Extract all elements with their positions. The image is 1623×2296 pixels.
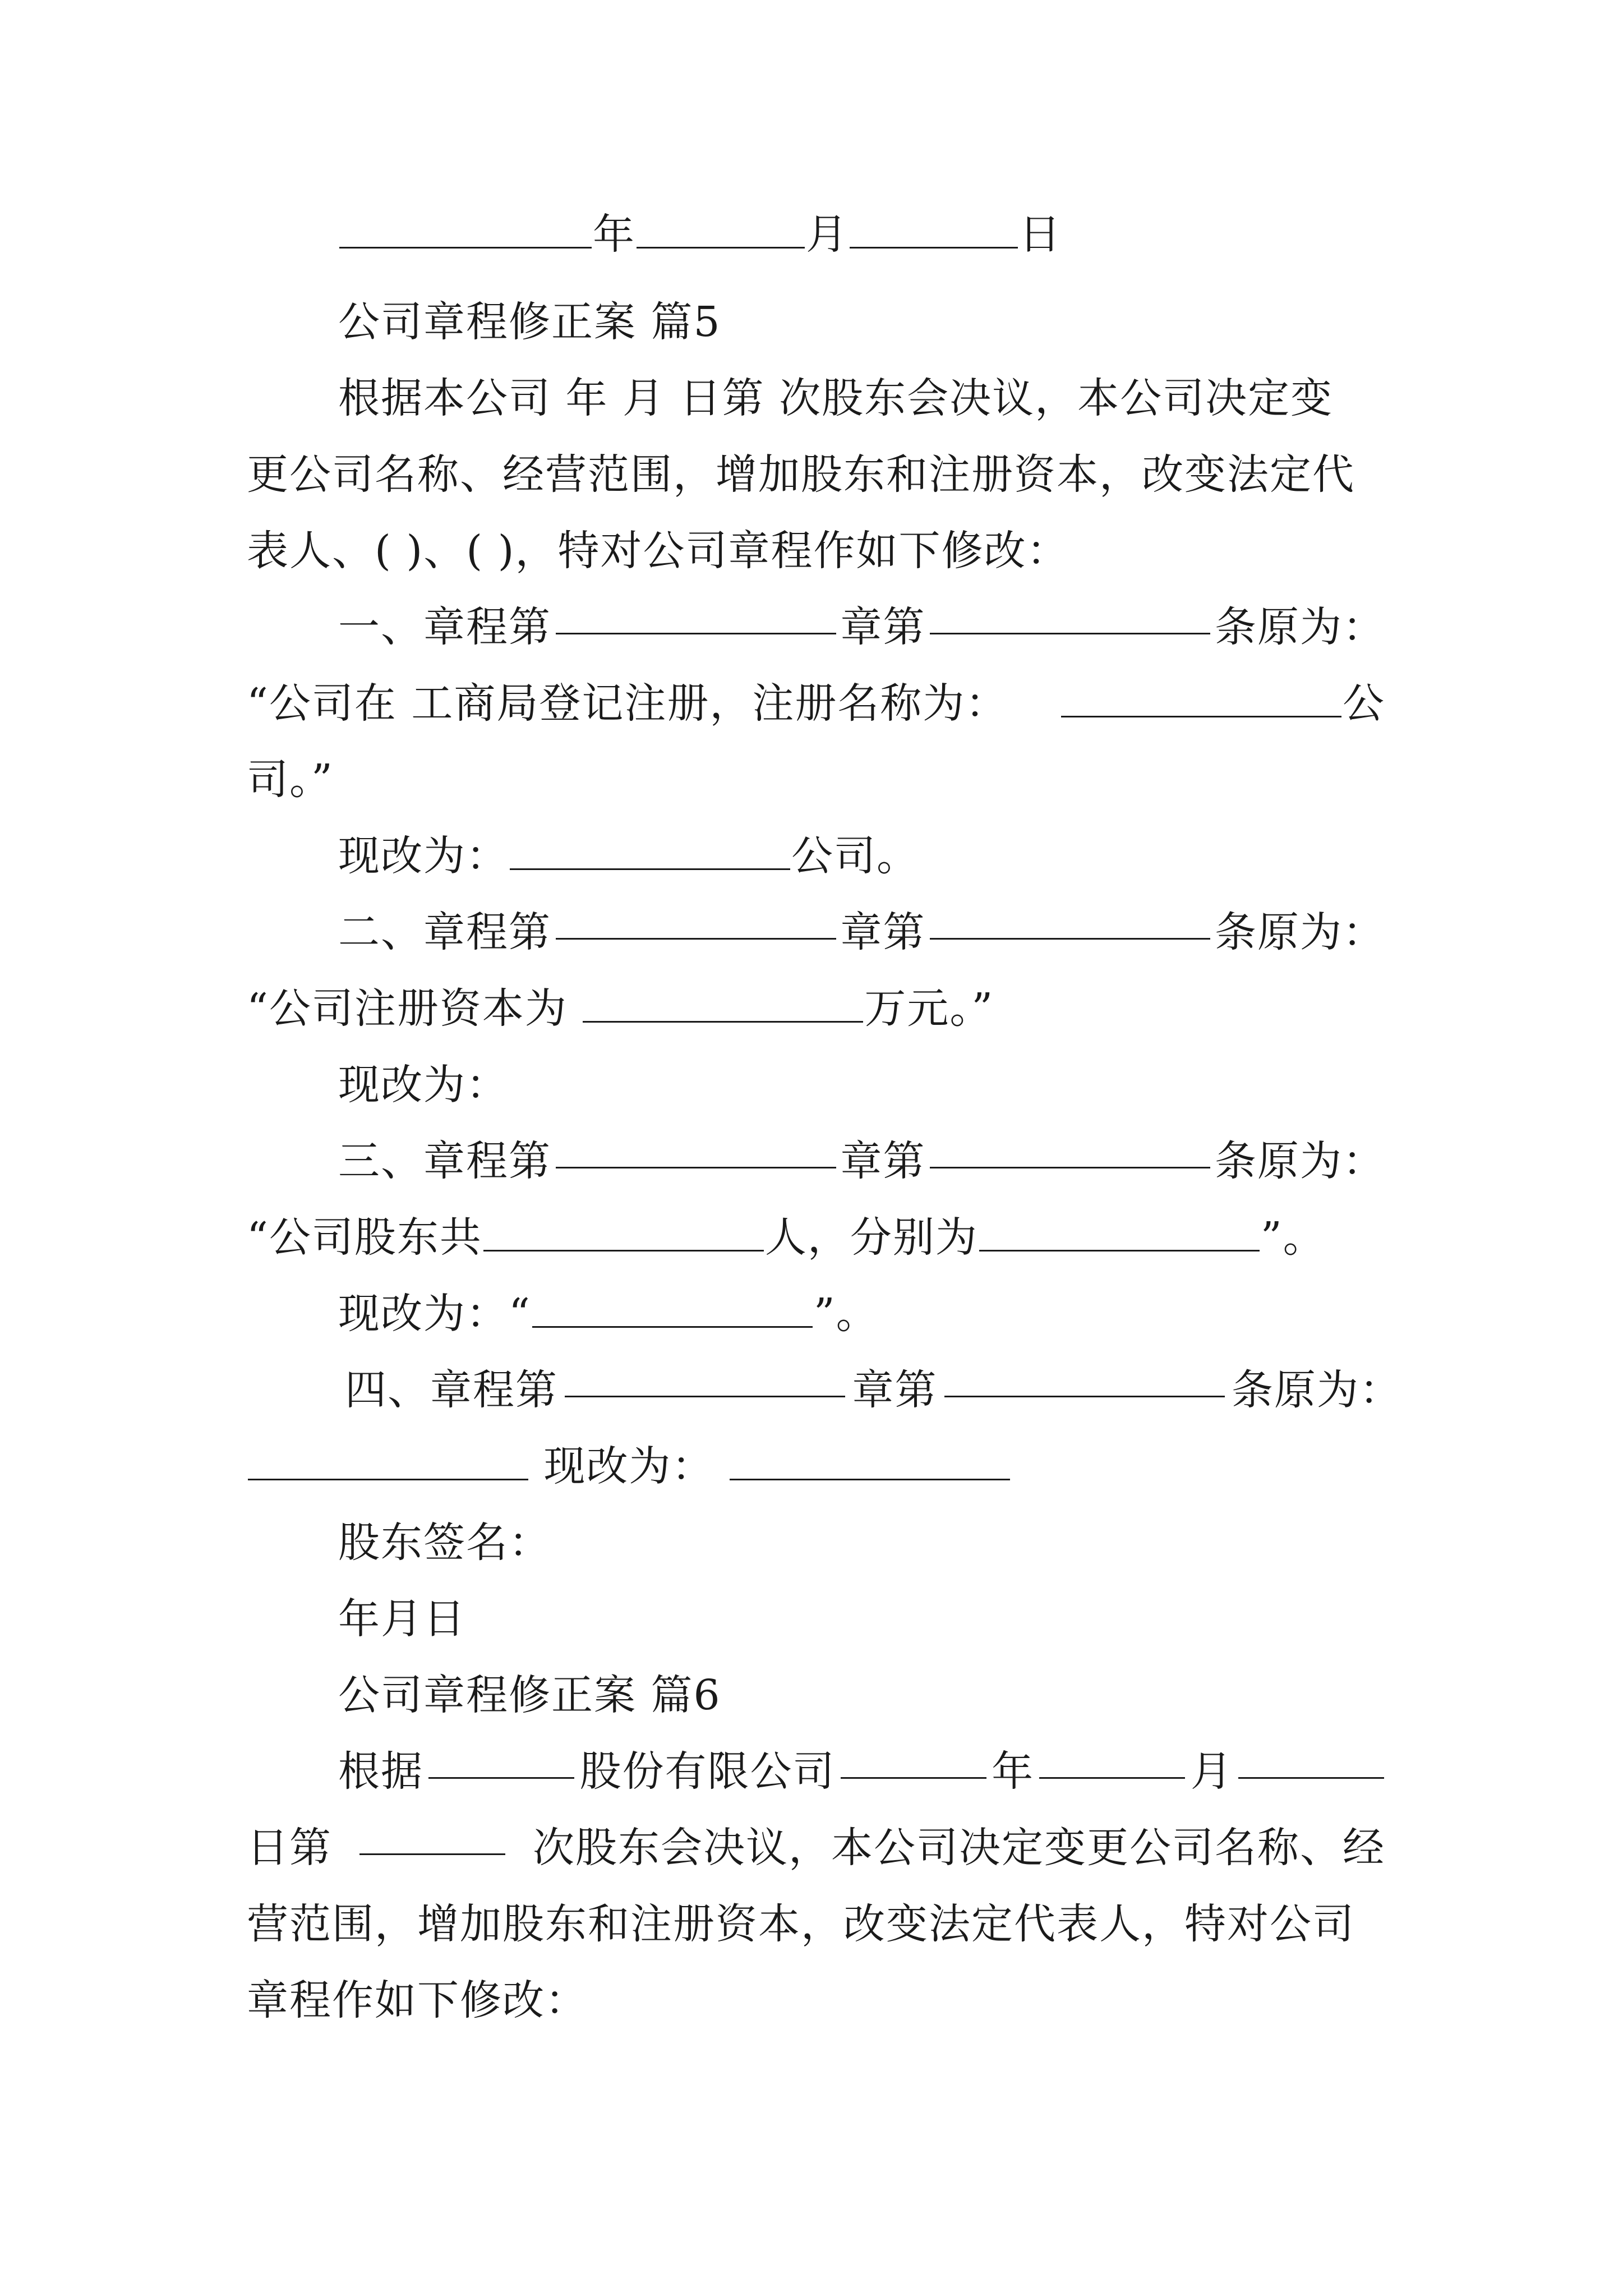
blank-chapter [565, 1362, 845, 1397]
item3-original [247, 1209, 1385, 1266]
signature-date: 年月日 [338, 1595, 466, 1643]
item2-changed: 现改为： [338, 1061, 509, 1109]
blank-day [1238, 1743, 1384, 1779]
item1-changed-suffix: 公司。 [791, 832, 919, 880]
blank-month [637, 213, 805, 249]
item3-changed [338, 1286, 1385, 1342]
item1-chapter: 章第 [840, 603, 926, 651]
blank-article [930, 904, 1210, 940]
item3-original-c: ”。 [1260, 1213, 1326, 1262]
blank-new-name [510, 835, 790, 870]
item4-line [345, 1362, 1402, 1418]
item3-chapter: 章第 [840, 1137, 926, 1185]
item4-chapter: 章第 [852, 1366, 938, 1414]
item2-article: 条原为： [1215, 908, 1385, 956]
item2-original-a: “公司注册资本为 [247, 984, 582, 1033]
item1-original-end: 司。” [247, 756, 334, 804]
section6-line3: 营范围，增加股东和注册资本，改变法定代表人，特对公司 [247, 1900, 1355, 1948]
item3-line [338, 1133, 1385, 1189]
section5-intro-line1 [338, 370, 1385, 426]
item1-changed [338, 828, 1385, 884]
s6-l2-a: 日第 [247, 1824, 332, 1872]
section6-line4: 章程作如下修改： [247, 1976, 588, 2024]
blank-new-shareholders [532, 1292, 813, 1328]
intro-text-1: 根据本公司 年 月 日第 次股东会决议，本公司决定变 [338, 374, 1334, 422]
signature-label: 股东签名： [338, 1519, 551, 1567]
s6-l1-c: 年 [992, 1747, 1035, 1796]
blank-new-text [730, 1445, 1010, 1480]
item2-chapter: 章第 [840, 908, 926, 956]
blank-company [428, 1743, 574, 1779]
day-label: 日 [1019, 210, 1062, 259]
blank-chapter [556, 1133, 836, 1168]
blank-company-name [1061, 682, 1341, 717]
blank-chapter [556, 599, 836, 634]
item4-original-changed [247, 1438, 1385, 1494]
item2-original-b: 万元。” [864, 984, 994, 1033]
item3-original-a: “公司股东共 [247, 1213, 482, 1262]
item2-line [338, 904, 1385, 960]
date-line [338, 206, 1385, 263]
blank-original-text [248, 1445, 528, 1480]
s6-l1-a: 根据 [338, 1747, 423, 1796]
section6-heading: 公司章程修正案 篇6 [338, 1671, 721, 1719]
blank-article [944, 1362, 1225, 1397]
blank-shareholder-names [979, 1216, 1260, 1251]
item4-prefix: 四、章程第 [345, 1366, 558, 1414]
section5-heading: 公司章程修正案 篇5 [338, 298, 721, 346]
blank-capital [583, 987, 863, 1023]
item4-article: 条原为： [1232, 1366, 1402, 1414]
item1-line [338, 599, 1385, 655]
month-label: 月 [806, 210, 849, 259]
blank-shareholder-count [483, 1216, 764, 1251]
item1-changed-label: 现改为： [338, 832, 509, 880]
s6-l1-d: 月 [1190, 1747, 1233, 1796]
blank-session [359, 1820, 505, 1855]
item2-original [247, 981, 1385, 1037]
blank-year [841, 1743, 986, 1779]
s6-l1-b: 股份有限公司 [579, 1747, 836, 1796]
section5-intro-line3: 表人、( )、( )，特对公司章程作如下修改： [247, 527, 1069, 575]
section5-intro-line2: 更公司名称、经营范围，增加股东和注册资本，改变法定代 [247, 450, 1355, 499]
item3-changed-label: 现改为：“ [338, 1290, 531, 1338]
item3-changed-suffix: ”。 [813, 1290, 879, 1338]
item3-article: 条原为： [1215, 1137, 1385, 1185]
item1-original-b: 公 [1343, 679, 1385, 728]
blank-article [930, 599, 1210, 634]
item1-original [247, 675, 1385, 731]
item1-article: 条原为： [1215, 603, 1385, 651]
item1-prefix: 一、章程第 [338, 603, 551, 651]
blank-day [850, 213, 1018, 249]
blank-year [339, 213, 592, 249]
year-label: 年 [593, 210, 635, 259]
section6-line1 [338, 1743, 1385, 1800]
blank-chapter [556, 904, 836, 940]
item3-prefix: 三、章程第 [338, 1137, 551, 1185]
item4-changed-label: 现改为： [529, 1442, 729, 1490]
item3-original-b: 人，分别为 [764, 1213, 978, 1262]
s6-l2-b: 次股东会决议，本公司决定变更公司名称、经 [533, 1824, 1385, 1872]
section6-line2 [247, 1820, 1385, 1876]
item2-prefix: 二、章程第 [338, 908, 551, 956]
blank-month [1039, 1743, 1185, 1779]
item1-original-a: “公司在 工商局登记注册，注册名称为： [247, 679, 1008, 728]
blank-article [930, 1133, 1210, 1168]
